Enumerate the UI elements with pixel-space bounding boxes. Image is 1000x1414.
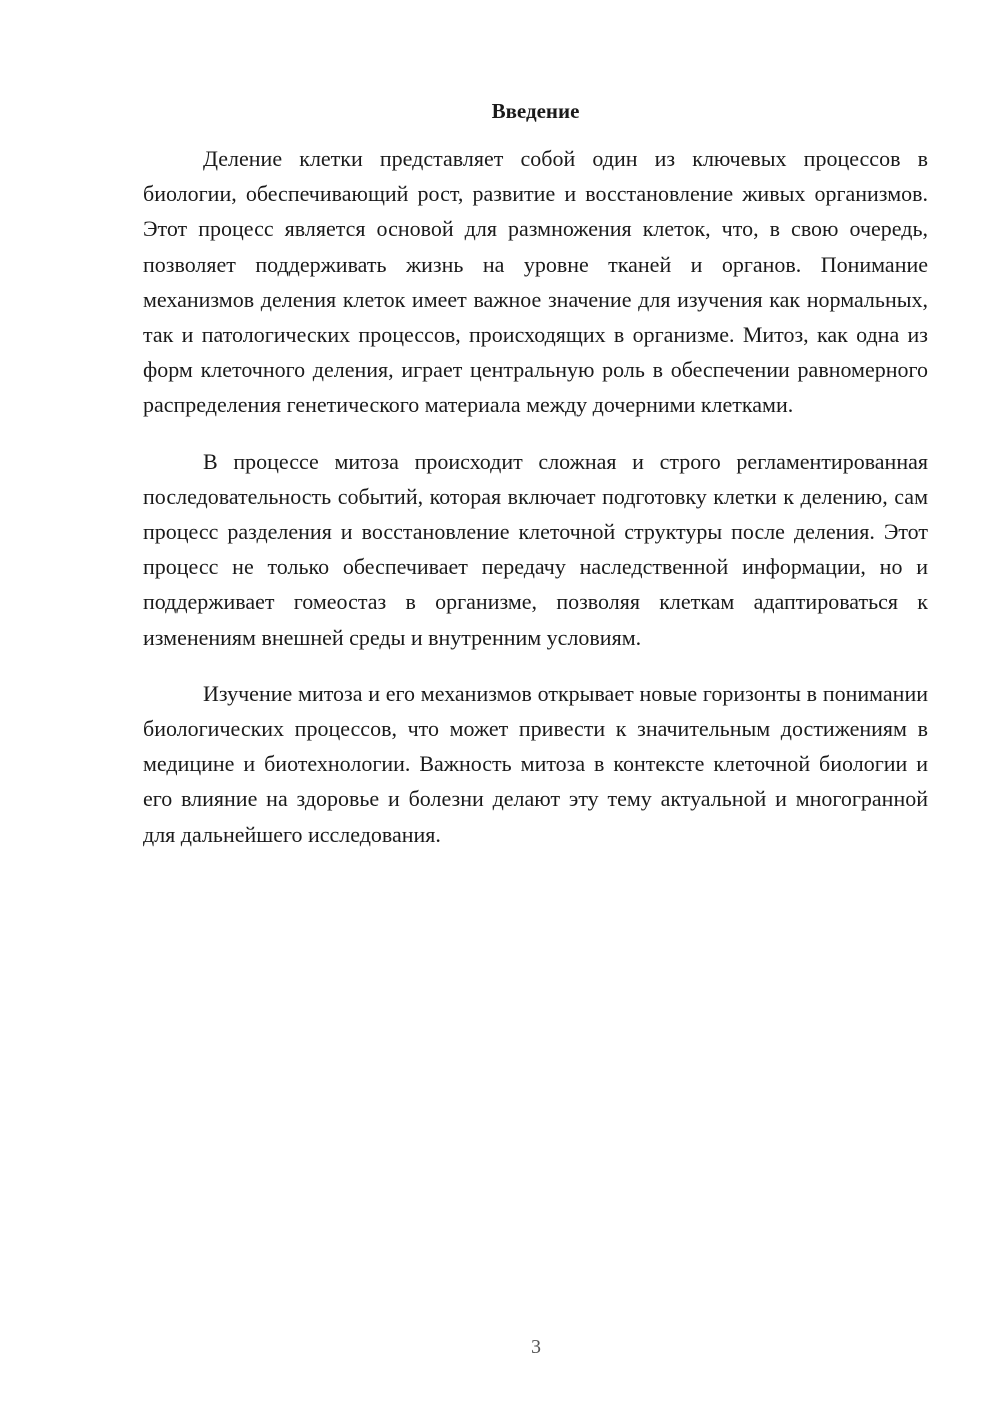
paragraph: Деление клетки представляет собой один из ключевых процессов в биологии, обеспечивающий рост, развитие и восстановление живых организмов. Этот процесс является основой для размножения клеток, что, в свою очередь, позволяет поддерживать жизнь на уровне тканей и органов. Понимание механизмов деления клеток имеет важное значение для изучения как нормальных, так и патологических процессов, происходящих в организме. Митоз, как одна из форм клеточного деления, играет центральную роль в обеспечении равномерного распределения генетического материала между дочерними клетками.: [143, 146, 928, 418]
page-number: 3: [531, 1336, 541, 1358]
body-text: [143, 141, 928, 873]
paragraph: Изучение митоза и его механизмов открывает новые горизонты в понимании биологических процессов, что может привести к значительным достижениям в медицине и биотехнологии. Важность митоза в контексте клеточной биологии и его влияние на здоровье и болезни делают эту тему актуальной и многогранной для дальнейшего исследования.: [143, 680, 928, 847]
section-heading: Введение: [491, 99, 580, 123]
paragraph: В процессе митоза происходит сложная и строго регламентированная последовательность событий, которая включает подготовку клетки к делению, сам процесс разделения и восстановление клеточной структуры после деления. Этот процесс не только обеспечивает передачу наследственной информации, но и поддерживает гомеостаз в организме, позволяя клеткам адаптироваться к изменениям внешней среды и внутренним условиям.: [143, 448, 928, 650]
